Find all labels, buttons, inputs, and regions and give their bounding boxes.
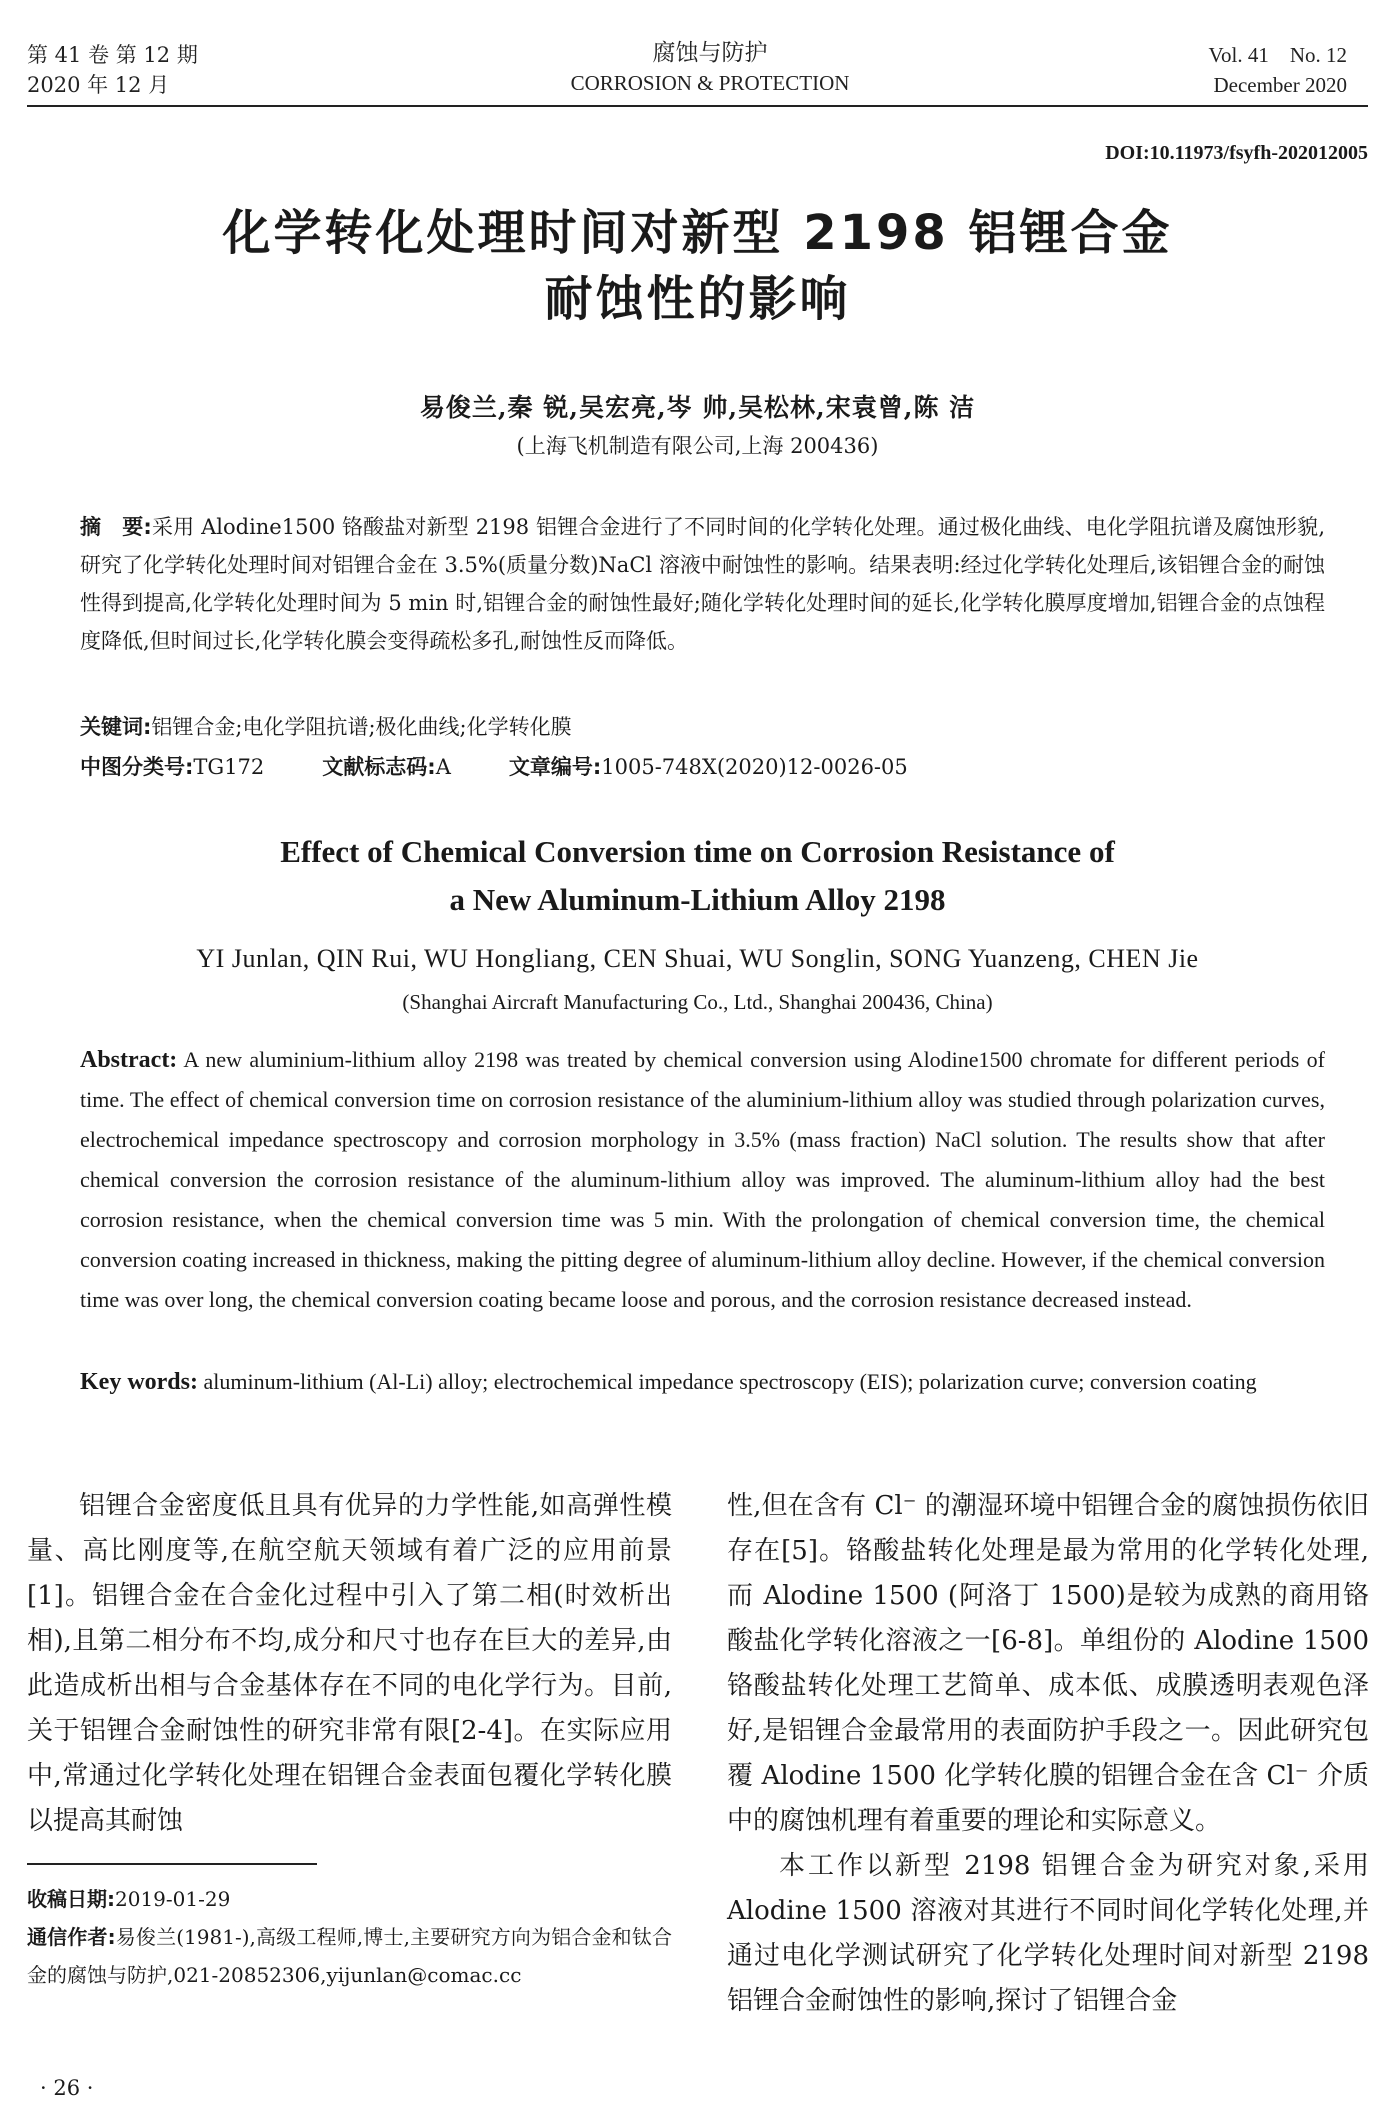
- corresponding-author: [27, 1918, 672, 1994]
- keywords-en-label: Key words:: [80, 1369, 198, 1395]
- body-column-left: [27, 1484, 672, 1844]
- received-date: [27, 1880, 672, 1918]
- doi[interactable]: DOI:10.11973/fsyfh-202012005: [1105, 142, 1368, 164]
- title-zh: [0, 200, 1395, 332]
- abstract-zh-text: 采用 Alodine1500 铬酸盐对新型 2198 铝锂合金进行了不同时间的化学转化处理。通过极化曲线、电化学阻抗谱及腐蚀形貌,研究了化学转化处理时间对铝锂合金在 3.5%(质量分数)NaCl 溶液中耐蚀性的影响。结果表明:经过化学转化处理后,该铝锂合金的耐蚀性得到提高,化学转化处理时间为 5 min 时,铝锂合金的耐蚀性最好;随化学转化处理时间的延长,化学转化膜厚度增加,铝锂合金的点蚀程度降低,但时间过长,化学转化膜会变得疏松多孔,耐蚀性反而降低。: [80, 515, 1325, 653]
- title-zh-line2: 耐蚀性的影响: [544, 271, 851, 327]
- keywords-en-text: aluminum-lithium (Al-Li) alloy; electrochemical impedance spectroscopy (EIS); polarization curve; conversion coating: [203, 1369, 1257, 1394]
- affiliation-zh: (上海飞机制造有限公司,上海 200436): [516, 434, 879, 458]
- corr-label: 通信作者:: [27, 1925, 116, 1949]
- abstract-en-text: A new aluminium-lithium alloy 2198 was treated by chemical conversion using Alodine1500 chromate for different periods of time. The effect of chemical conversion time on corrosion resistance of the aluminium-lithium alloy was studied through polarization curves, electrochemical impedance spectroscopy and corrosion morphology in 3.5% (mass fraction) NaCl solution. The results show that after chemical conversion the corrosion resistance of the aluminum-lithium alloy was improved. The aluminum-lithium alloy had the best corrosion resistance, when the chemical conversion time was 5 min. With the prolongation of chemical conversion time, the chemical conversion coating increased in thickness, making the pitting degree of aluminum-lithium alloy decline. However, if the chemical conversion time was over long, the chemical conversion coating became loose and porous, and the corrosion resistance decreased instead.: [80, 1047, 1325, 1312]
- clc-label: 中图分类号:: [80, 755, 194, 779]
- footnote-rule: [27, 1863, 317, 1865]
- header-volume-issue: [27, 40, 198, 100]
- authors-zh: 易俊兰,秦 锐,吴宏亮,岑 帅,吴松林,宋袁曾,陈 洁: [419, 393, 976, 422]
- header-date-zh: 2020 年 12 月: [27, 73, 170, 97]
- classification-row: [80, 748, 1325, 786]
- footnote: [27, 1880, 672, 1994]
- abstract-zh: [80, 508, 1325, 660]
- header-rule: [27, 105, 1368, 107]
- body-paragraph: 性,但在含有 Cl⁻ 的潮湿环境中铝锂合金的腐蚀损伤依旧存在[5]。铬酸盐转化处理是最为常用的化学转化处理,而 Alodine 1500 (阿洛丁 1500)是较为成熟的商用铬酸盐化学转化溶液之一[6-8]。单组份的 Alodine 1500 铬酸盐转化处理工艺简单、成本低、成膜透明表观色泽好,是铝锂合金最常用的表面防护手段之一。因此研究包覆 Alodine 1500 化学转化膜的铝锂合金在含 Cl⁻ 介质中的腐蚀机理有着重要的理论和实际意义。: [727, 1491, 1369, 1836]
- doc-label: 文献标志码:: [322, 755, 436, 779]
- affiliation-en: (Shanghai Aircraft Manufacturing Co., Ltd., Shanghai 200436, China): [402, 990, 993, 1014]
- abstract-en-label: Abstract:: [80, 1047, 178, 1073]
- keywords-zh-text: 铝锂合金;电化学阻抗谱;极化曲线;化学转化膜: [151, 715, 572, 739]
- clc-value: TG172: [193, 755, 265, 779]
- body-column-right: [727, 1484, 1369, 2024]
- abstract-en: [80, 1040, 1325, 1320]
- article-label: 文章编号:: [508, 755, 602, 779]
- header-volume: 第 41 卷 第 12 期: [27, 43, 198, 67]
- keywords-zh-label: 关键词:: [80, 715, 152, 739]
- keywords-zh: [80, 708, 1325, 746]
- header-vol-no: Vol. 41 No. 12: [1208, 43, 1347, 67]
- journal-name-en: CORROSION & PROTECTION: [570, 71, 850, 95]
- doc-code: [322, 748, 451, 786]
- header-vol-en: [1209, 40, 1347, 100]
- article-value: 1005-748X(2020)12-0026-05: [601, 755, 908, 779]
- received-value: 2019-01-29: [115, 1887, 231, 1911]
- journal-name-zh: 腐蚀与防护: [652, 40, 768, 66]
- corr-value: 易俊兰(1981-),高级工程师,博士,主要研究方向为铝合金和钛合金的腐蚀与防护,021-20852306,yijunlan@comac.cc: [27, 1925, 672, 1987]
- header-date-en: December 2020: [1213, 73, 1347, 97]
- clc-code: [80, 748, 264, 786]
- doc-value: A: [435, 755, 451, 779]
- title-en-line1: Effect of Chemical Conversion time on Corrosion Resistance of: [280, 834, 1115, 869]
- keywords-en: [80, 1362, 1325, 1402]
- body-paragraph: 铝锂合金密度低且具有优异的力学性能,如高弹性模量、高比刚度等,在航空航天领域有着广泛的应用前景[1]。铝锂合金在合金化过程中引入了第二相(时效析出相),且第二相分布不均,成分和尺寸也存在巨大的差异,由此造成析出相与合金基体存在不同的电化学行为。目前,关于铝锂合金耐蚀性的研究非常有限[2-4]。在实际应用中,常通过化学转化处理在铝锂合金表面包覆化学转化膜以提高其耐蚀: [27, 1491, 672, 1836]
- authors-en: YI Junlan, QIN Rui, WU Hongliang, CEN Shuai, WU Songlin, SONG Yuanzeng, CHEN Jie: [196, 944, 1199, 973]
- article-number: [509, 748, 908, 786]
- title-en: [0, 828, 1395, 924]
- received-label: 收稿日期:: [27, 1887, 115, 1911]
- page-number: · 26 ·: [40, 2076, 94, 2100]
- title-zh-line1: 化学转化处理时间对新型 2198 铝锂合金: [222, 205, 1173, 261]
- title-en-line2: a New Aluminum-Lithium Alloy 2198: [449, 882, 946, 917]
- body-paragraph: 本工作以新型 2198 铝锂合金为研究对象,采用 Alodine 1500 溶液对其进行不同时间化学转化处理,并通过电化学测试研究了化学转化处理时间对新型 2198 铝锂合金耐蚀性的影响,探讨了铝锂合金: [727, 1851, 1369, 2016]
- abstract-zh-label: 摘 要:: [80, 515, 152, 539]
- header-journal: [500, 38, 920, 98]
